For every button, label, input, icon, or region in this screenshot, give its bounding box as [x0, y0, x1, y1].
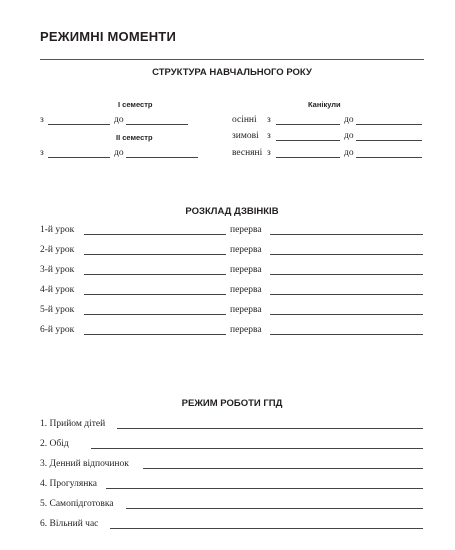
gpd-item-field[interactable] — [143, 468, 423, 469]
semester2-from-field[interactable] — [48, 157, 110, 158]
break-label: перерва — [230, 245, 262, 255]
winter-from-field[interactable] — [276, 140, 340, 141]
gpd-item-label: 6. Вільний час — [40, 519, 99, 529]
lesson-time-field[interactable] — [84, 234, 226, 235]
winter-label: зимові — [232, 131, 259, 141]
break-label: перерва — [230, 285, 262, 295]
lesson-label: 1-й урок — [40, 225, 75, 235]
autumn-from-field[interactable] — [276, 124, 340, 125]
lesson-label: 5-й урок — [40, 305, 75, 315]
autumn-label: осінні — [232, 115, 257, 125]
year-structure-heading: СТРУКТУРА НАВЧАЛЬНОГО РОКУ — [152, 67, 312, 78]
gpd-item-label: 2. Обід — [40, 439, 69, 449]
gpd-item-label: 5. Самопідготовка — [40, 499, 114, 509]
break-time-field[interactable] — [270, 314, 423, 315]
winter-from-label: з — [267, 131, 271, 141]
break-label: перерва — [230, 325, 262, 335]
spring-label: весняні — [232, 148, 263, 158]
gpd-item-field[interactable] — [117, 428, 423, 429]
page-title: РЕЖИМНІ МОМЕНТИ — [40, 29, 176, 44]
break-label: перерва — [230, 265, 262, 275]
gpd-item-field[interactable] — [91, 448, 423, 449]
semester1-to-label: до — [114, 115, 124, 125]
spring-from-label: з — [267, 148, 271, 158]
lesson-label: 4-й урок — [40, 285, 75, 295]
gpd-item-field[interactable] — [106, 488, 423, 489]
lesson-time-field[interactable] — [84, 274, 226, 275]
title-divider — [40, 59, 424, 60]
lesson-label: 3-й урок — [40, 265, 75, 275]
gpd-heading: РЕЖИМ РОБОТИ ГПД — [181, 398, 283, 409]
gpd-item-label: 4. Прогулянка — [40, 479, 97, 489]
semester1-from-label: з — [40, 115, 44, 125]
spring-from-field[interactable] — [276, 157, 340, 158]
lesson-label: 6-й урок — [40, 325, 75, 335]
winter-to-field[interactable] — [356, 140, 422, 141]
gpd-item-label: 1. Прийом дітей — [40, 419, 106, 429]
semester2-to-field[interactable] — [126, 157, 198, 158]
lesson-time-field[interactable] — [84, 314, 226, 315]
semester2-from-label: з — [40, 148, 44, 158]
autumn-from-label: з — [267, 115, 271, 125]
autumn-to-label: до — [344, 115, 354, 125]
break-label: перерва — [230, 305, 262, 315]
break-time-field[interactable] — [270, 294, 423, 295]
semester1-to-field[interactable] — [126, 124, 188, 125]
break-time-field[interactable] — [270, 334, 423, 335]
lesson-label: 2-й урок — [40, 245, 75, 255]
lesson-time-field[interactable] — [84, 334, 226, 335]
break-time-field[interactable] — [270, 254, 423, 255]
gpd-item-field[interactable] — [126, 508, 423, 509]
break-label: перерва — [230, 225, 262, 235]
semester1-label: І семестр — [118, 100, 153, 109]
break-time-field[interactable] — [270, 234, 423, 235]
spring-to-label: до — [344, 148, 354, 158]
holidays-label: Канікули — [308, 100, 341, 109]
semester1-from-field[interactable] — [48, 124, 110, 125]
semester2-label: ІІ семестр — [116, 133, 153, 142]
autumn-to-field[interactable] — [356, 124, 422, 125]
gpd-item-field[interactable] — [110, 528, 423, 529]
spring-to-field[interactable] — [356, 157, 422, 158]
winter-to-label: до — [344, 131, 354, 141]
lesson-time-field[interactable] — [84, 254, 226, 255]
bells-heading: РОЗКЛАД ДЗВІНКІВ — [185, 206, 279, 217]
semester2-to-label: до — [114, 148, 124, 158]
gpd-item-label: 3. Денний відпочинок — [40, 459, 129, 469]
lesson-time-field[interactable] — [84, 294, 226, 295]
break-time-field[interactable] — [270, 274, 423, 275]
